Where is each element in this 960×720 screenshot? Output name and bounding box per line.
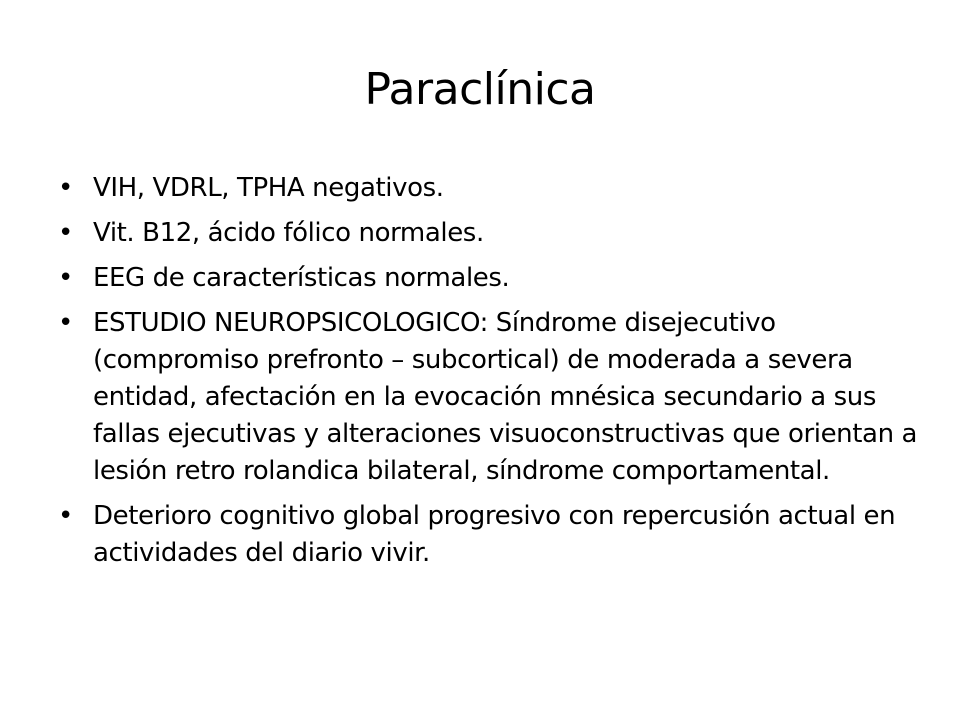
slide-title: Paraclínica <box>364 64 596 115</box>
bullet-text: ESTUDIO NEUROPSICOLOGICO: Síndrome disejecutivo (compromiso prefronto – subcortical) de moderada a severa entidad, afectación en la evocación mnésica secundario a sus fallas ejecutivas y alteraciones visuoconstructivas que orientan a lesión retro rolandica bilateral, síndrome comportamental. <box>93 308 918 486</box>
bullet-item <box>58 498 918 572</box>
bullet-item <box>58 170 918 207</box>
bullet-icon: • <box>58 173 73 203</box>
bullet-item <box>58 260 918 297</box>
bullet-text: VIH, VDRL, TPHA negativos. <box>93 173 444 203</box>
bullet-text: EEG de características normales. <box>93 263 510 293</box>
bullet-list <box>58 170 918 580</box>
bullet-icon: • <box>58 218 73 248</box>
bullet-icon: • <box>58 501 73 531</box>
bullet-text: Vit. B12, ácido fólico normales. <box>93 218 484 248</box>
bullet-item <box>58 215 918 252</box>
bullet-icon: • <box>58 308 73 338</box>
bullet-text: Deterioro cognitivo global progresivo con repercusión actual en actividades del diario vivir. <box>93 501 896 568</box>
bullet-item <box>58 305 918 490</box>
bullet-icon: • <box>58 263 73 293</box>
